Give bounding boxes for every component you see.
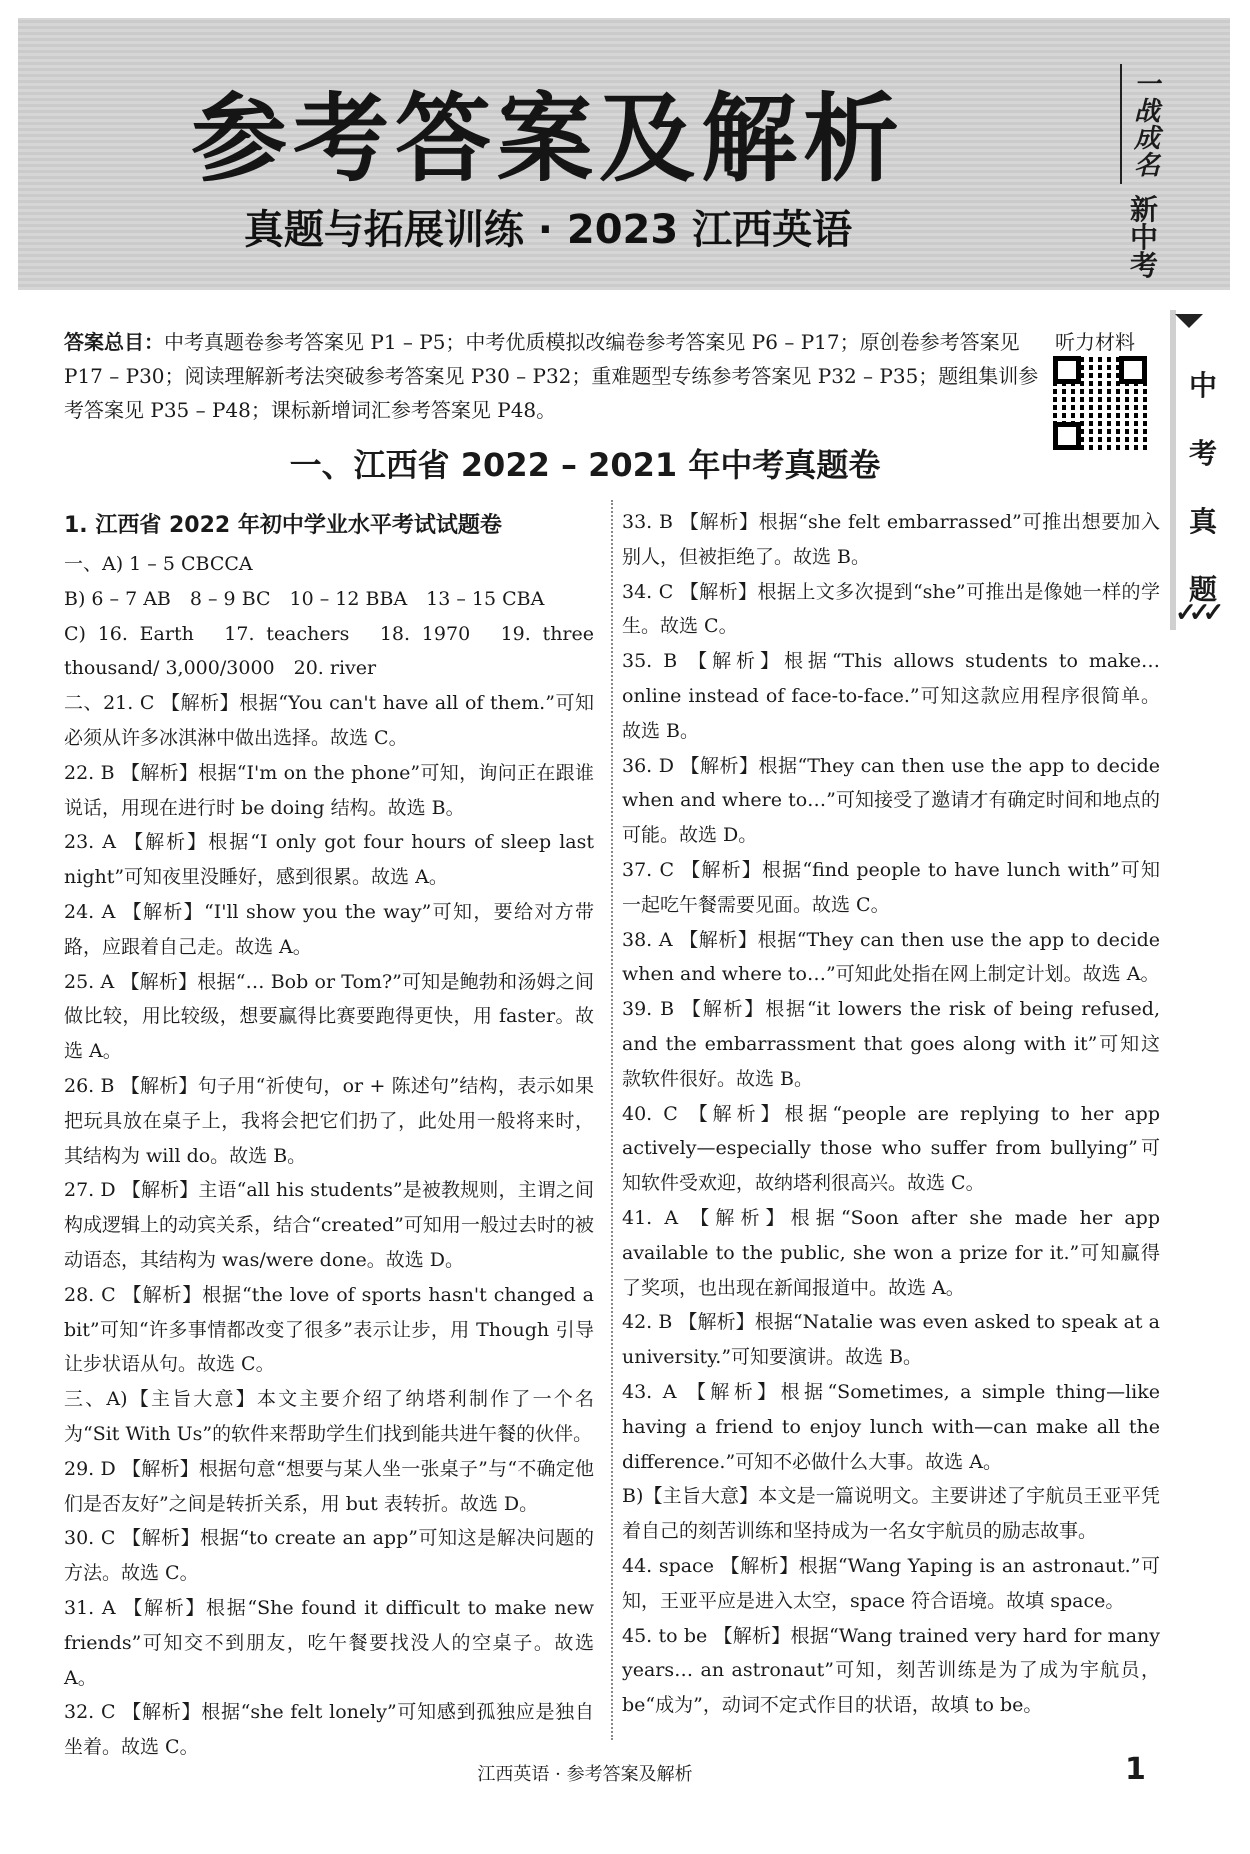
answer-item: 33. B 【解析】根据“she felt embarrassed”可推出想要加入别人，但被拒绝了。故选 B。	[622, 511, 1160, 568]
answer-item: 22. B 【解析】根据“I'm on the phone”可知，询问正在跟谁说话，用现在进行时 be doing 结构。故选 B。	[64, 761, 594, 819]
answer-item: 36. D 【解析】根据“They can then use the app to decide when and where to…”可知接受了邀请才有确定时间和地点的可能。故选 D。	[622, 754, 1160, 847]
exam-heading: 1. 江西省 2022 年初中学业水平考试试题卷	[64, 513, 502, 538]
answer-item: 27. D 【解析】主语“all his students”是被教规则，主谓之间构成逻辑上的动宾关系，结合“created”可知用一般过去时的被动语态，其结构为 was/were done。故选 D。	[64, 1179, 594, 1271]
answer-item: 43. A 【解析】根据“Sometimes, a simple thing—like having a friend to enjoy lunch with—can make all the difference.”可知不必做什么大事。故选 A。	[622, 1380, 1160, 1473]
answer-item: 28. C 【解析】根据“the love of sports hasn't changed a bit”可知“许多事情都改变了很多”表示让步，用 Though 引导让步状语从句。故选 C。	[64, 1283, 594, 1376]
right-column	[622, 505, 1160, 1723]
qr-label: 听力材料	[1055, 330, 1135, 354]
summary-text: 中考真题卷参考答案见 P1 – P5；中考优质模拟改编卷参考答案见 P6 – P17；原创卷参考答案见 P17 – P30；阅读理解新考法突破参考答案见 P30 – P32；重难题型专练参考答案见 P32 – P35；题组集训参考答案见 P35 – P48；课标新增词汇参考答案见 P48。	[64, 330, 1039, 422]
page-footer: 江西英语 · 参考答案及解析	[477, 1764, 693, 1785]
triangle-down-icon	[1175, 314, 1203, 328]
answer-item: 42. B 【解析】根据“Natalie was even asked to speak at a university.”可知要演讲。故选 B。	[622, 1311, 1160, 1369]
answer-item: 29. D 【解析】根据句意“想要与某人坐一张桌子”与“不确定他们是否友好”之间是转折关系，用 but 表转折。故选 D。	[64, 1457, 594, 1515]
answer-item: C) 16. Earth 17. teachers 18. 1970 19. three thousand/ 3,000/3000 20. river	[64, 622, 594, 680]
logo-bottom-text: 新中考	[1130, 193, 1159, 282]
banner-subtitle: 真题与拓展训练 · 2023 江西英语	[243, 207, 853, 253]
summary-lead: 答案总目：	[64, 330, 164, 354]
page-number: 1	[1125, 1752, 1146, 1787]
answer-item: B) 6 – 7 AB 8 – 9 BC 10 – 12 BBA 13 – 15 CBA	[64, 587, 545, 610]
answer-item: 三、A)【主旨大意】本文主要介绍了纳塔利制作了一个名为“Sit With Us”的软件来帮助学生们找到能共进午餐的伙伴。	[64, 1388, 594, 1445]
answer-item: 二、21. C 【解析】根据“You can't have all of them.”可知必须从许多冰淇淋中做出选择。故选 C。	[64, 692, 594, 749]
side-tab-label: 中考真题	[1188, 369, 1217, 606]
answer-item: 34. C 【解析】根据上文多次提到“she”可推出是像她一样的学生。故选 C。	[622, 580, 1160, 638]
answer-item: 32. C 【解析】根据“she felt lonely”可知感到孤独应是独自坐着。故选 C。	[64, 1701, 594, 1759]
answer-item: 39. B 【解析】根据“it lowers the risk of being refused, and the embarrassment that goes along with it”可知这款软件很好。故选 B。	[622, 998, 1160, 1090]
answer-item: 24. A 【解析】“I'll show you the way”可知，要给对方带路，应跟着自己走。故选 A。	[64, 900, 594, 958]
checkmark-icon: ✓✓✓	[1175, 598, 1217, 628]
answer-item: 45. to be 【解析】根据“Wang trained very hard for many years… an astronaut”可知，刻苦训练是为了成为宇航员，be“成为”，动词不定式作目的状语，故填 to be。	[622, 1624, 1160, 1717]
answer-item: 41. A 【解析】根据“Soon after she made her app available to the public, she won a prize for it.”可知赢得了奖项，也出现在新闻报道中。故选 A。	[622, 1206, 1160, 1299]
header-banner	[18, 18, 1230, 290]
left-column	[64, 505, 594, 1765]
answer-summary	[64, 325, 1044, 427]
brand-logo	[1120, 64, 1180, 280]
answer-item: 31. A 【解析】根据“She found it difficult to make new friends”可知交不到朋友，吃午餐要找没人的空桌子。故选 A。	[64, 1596, 594, 1689]
section-title: 一、江西省 2022 – 2021 年中考真题卷	[289, 446, 881, 484]
answer-item: B)【主旨大意】本文是一篇说明文。主要讲述了宇航员王亚平凭着自己的刻苦训练和坚持成为一名女宇航员的励志故事。	[622, 1485, 1160, 1543]
answer-item: 一、A) 1 – 5 CBCCA	[64, 553, 253, 575]
answer-item: 44. space 【解析】根据“Wang Yaping is an astronaut.”可知，王亚平应是进入太空，space 符合语境。故填 space。	[622, 1554, 1160, 1612]
answer-item: 37. C 【解析】根据“find people to have lunch with”可知一起吃午餐需要见面。故选 C。	[622, 858, 1160, 916]
banner-title: 参考答案及解析	[191, 83, 905, 195]
answer-item: 38. A 【解析】根据“They can then use the app to decide when and where to…”可知此处指在网上制定计划。故选 A。	[622, 928, 1160, 986]
logo-top-text: 一战成名	[1134, 70, 1161, 181]
answer-item: 26. B 【解析】句子用“祈使句，or + 陈述句”结构，表示如果把玩具放在桌子上，我将会把它们扔了，此处用一般将来时，其结构为 will do。故选 B。	[64, 1074, 594, 1167]
answer-item: 40. C 【解析】根据“people are replying to her app actively—especially those who suffer from bullying”可知软件受欢迎，故纳塔利很高兴。故选 C。	[622, 1102, 1160, 1195]
qr-finder-marks	[1053, 356, 1147, 450]
answer-item: 35. B 【解析】根据“This allows students to make… online instead of face-to-face.”可知这款应用程序很简单。故选 B。	[622, 650, 1160, 742]
answer-item: 30. C 【解析】根据“to create an app”可知这是解决问题的方法。故选 C。	[64, 1527, 594, 1585]
answer-item: 25. A 【解析】根据“… Bob or Tom?”可知是鲍勃和汤姆之间做比较，用比较级，想要赢得比赛要跑得更快，用 faster。故选 A。	[64, 970, 594, 1063]
column-divider	[611, 500, 613, 1740]
answer-item: 23. A 【解析】根据“I only got four hours of sleep last night”可知夜里没睡好，感到很累。故选 A。	[64, 831, 594, 889]
